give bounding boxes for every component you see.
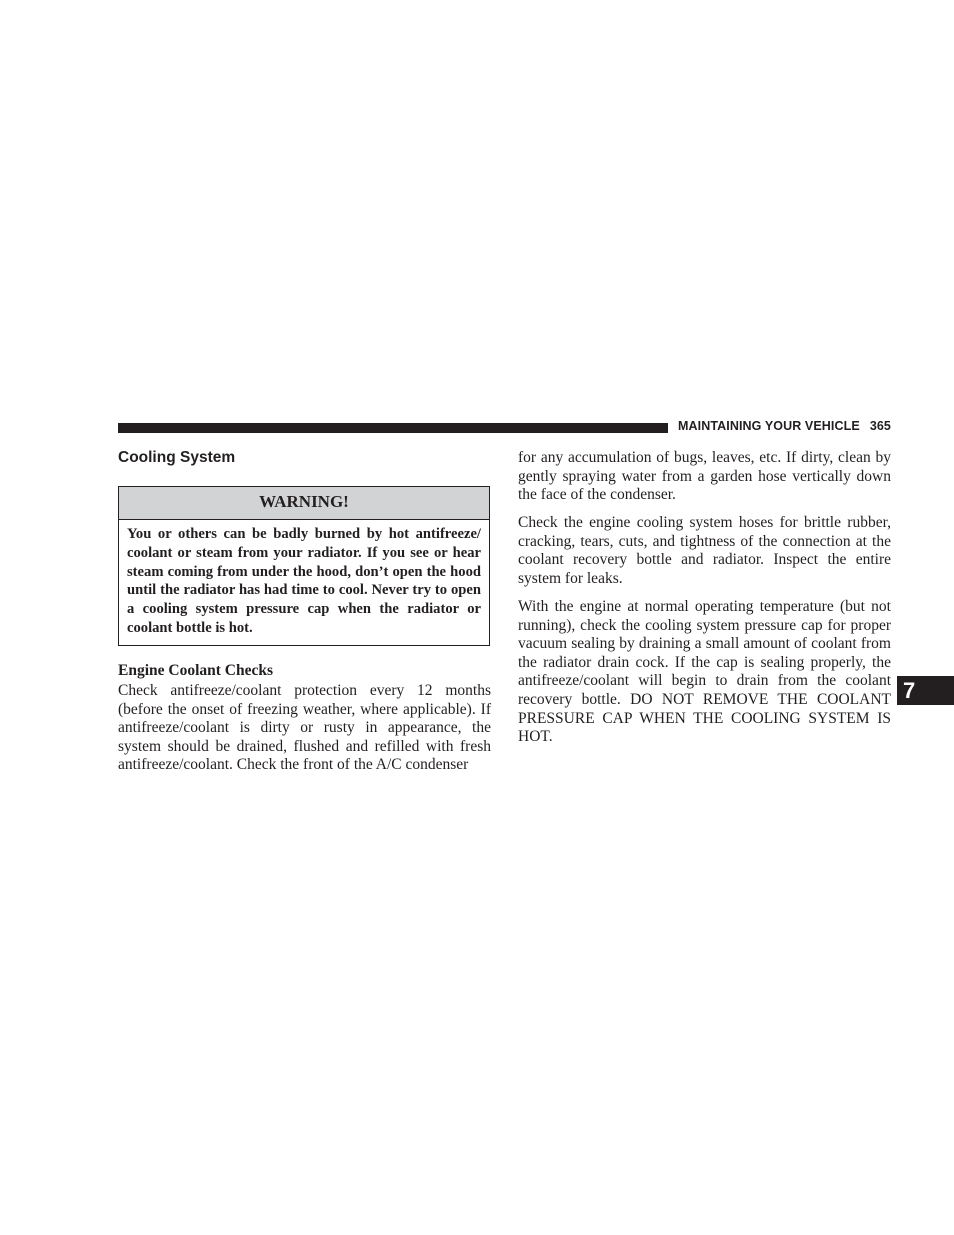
- engine-coolant-checks-heading: Engine Coolant Checks: [118, 662, 274, 679]
- warning-title: WARNING!: [119, 487, 489, 520]
- paragraph-pressure-cap: With the engine at normal operating temperature (but not running), check the cooling system pressure cap for proper vacuum sealing by draining a small amount of coolant from the radiator drain cock. If the cap is sealing properly, the antifreeze/coolant will begin to drain from the coolant recovery bottle. DO NOT REMOVE THE COOLANT PRESSURE CAP WHEN THE COOLING SYSTEM IS HOT.: [518, 598, 891, 746]
- header-rule: [118, 423, 668, 433]
- warning-box: [118, 486, 490, 646]
- chapter-tab: 7: [897, 676, 954, 705]
- warning-body: You or others can be badly burned by hot antifreeze/ coolant or steam from your radiator. If you see or hear steam coming from under the hood, don’t open the hood until the radiator has had time to cool. Never try to open a cooling system pressure cap when the radiator or coolant bottle is hot.: [127, 526, 481, 636]
- header-section-title: MAINTAINING YOUR VEHICLE: [678, 419, 860, 433]
- running-header: [678, 419, 891, 433]
- paragraph-condenser: for any accumulation of bugs, leaves, etc. If dirty, clean by gently spraying water from a garden hose vertically down the face of the condenser.: [518, 449, 891, 504]
- paragraph-coolant-protection: Check antifreeze/coolant protection every 12 months (before the onset of freezing weather, where applicable). If antifreeze/coolant is dirty or rusty in appearance, the system should be drained, flushed and refilled with fresh antifreeze/coolant. Check the front of the A/C condenser: [118, 682, 491, 774]
- paragraph-hoses: Check the engine cooling system hoses for brittle rubber, cracking, tears, cuts, and tightness of the connection at the coolant recovery bottle and radiator. Inspect the entire system for leaks.: [518, 514, 891, 587]
- section-heading: Cooling System: [118, 449, 236, 466]
- page-number: 365: [869, 419, 891, 433]
